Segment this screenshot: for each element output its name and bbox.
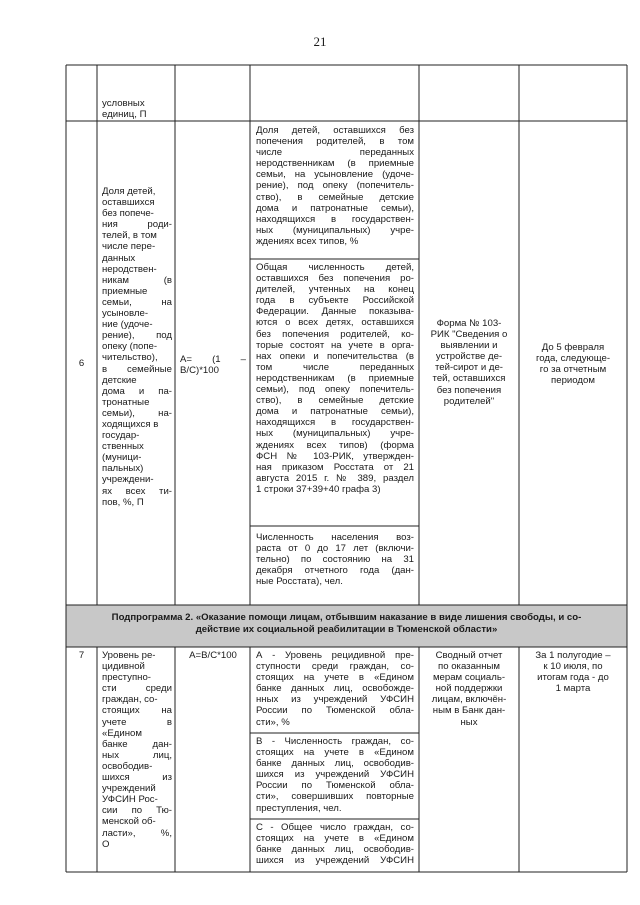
text-line: ство), в семейные детские	[256, 191, 414, 203]
row6-number: 6	[78, 358, 85, 369]
text-line: ные Росстата), чел.	[256, 576, 343, 588]
row6-component-b	[256, 262, 414, 495]
text-line: находящихся в государствен-	[256, 417, 414, 429]
text-line: шихся из учреждений УФСИН	[256, 769, 414, 781]
text-line: ния роди-	[102, 219, 172, 231]
text-line: стоящих на учете в «Едином	[256, 833, 414, 845]
text-line: устройстве де-	[435, 351, 503, 363]
text-line: без попечения	[436, 384, 502, 396]
text-line: го за отчетным	[539, 364, 607, 376]
text-line: том числе переданных	[256, 361, 414, 373]
text-line: ждениях всех типов, %	[256, 235, 359, 247]
text-line: раста от 0 до 17 лет (включи-	[256, 543, 414, 555]
text-line: преступно-	[102, 672, 151, 684]
text-line: До 5 февраля	[541, 342, 605, 353]
text-line: пальных)	[102, 463, 144, 475]
text-line: в семейные	[102, 363, 172, 375]
text-line: по оказанным	[438, 661, 500, 673]
text-line: освободив-	[102, 760, 153, 772]
text-line: числе переданных	[256, 147, 414, 159]
text-line: тельно) по состоянию на 31	[256, 554, 414, 566]
text-line: ных (муниципальных) учре-	[256, 224, 414, 236]
text-line: опеку (попе-	[102, 341, 158, 353]
text-line: В - Численность граждан, со-	[256, 736, 414, 747]
text-line: нных из учреждений УФСИН	[256, 694, 414, 706]
text-line: менской об-	[102, 816, 156, 828]
row6-component-c	[256, 532, 414, 587]
text-line: ФСН № 103-РИК, утвержден-	[256, 450, 414, 462]
text-line: УФСИН Рос-	[102, 794, 158, 806]
text-line: России по Тюменской обла-	[256, 705, 414, 717]
text-line: А - Уровень рецидивной пре-	[256, 650, 414, 661]
text-line: мерам социаль-	[432, 672, 506, 684]
text-line: семьи), под опеку попечитель-	[256, 384, 414, 396]
text-line: нах опеки и попечительства (в	[256, 350, 414, 362]
text-line: стоящих на учете в «Едином	[256, 747, 414, 759]
text-line: За 1 полугодие –	[535, 650, 611, 661]
text-line: цидивной	[102, 661, 145, 673]
text-line: ждениях всех типов) (форма	[256, 439, 414, 451]
text-line: неродственникам (в приемные	[256, 372, 414, 384]
text-line: Форма № 103-	[436, 318, 502, 329]
text-line: ным в Банк дан-	[432, 705, 506, 717]
row7-source	[422, 650, 516, 728]
row6-source	[422, 318, 516, 407]
text-line: семьи), на-	[102, 407, 172, 419]
page-number: 21	[313, 34, 327, 49]
text-line: шихся из	[102, 772, 172, 784]
text-line: данных	[102, 252, 136, 264]
text-line: декабря отчетного года (дан-	[256, 565, 414, 577]
text-line: неродственникам (в приемные	[256, 158, 414, 170]
text-line: сти», %	[256, 716, 290, 728]
row6-deadline	[521, 342, 625, 386]
text-line: периодом	[551, 375, 595, 387]
text-line: Федерации. Данные показыва-	[256, 306, 414, 318]
text-line: никам (в	[102, 274, 172, 286]
text-line: усыновле-	[102, 308, 149, 320]
text-line: ных (муниципальных) учре-	[256, 428, 414, 440]
text-line: В/С)*100	[180, 365, 219, 377]
text-line: августа 2015 г. № 389, раздел	[256, 472, 414, 484]
text-line: ственных	[102, 441, 144, 453]
text-line: Доля детей, оставшихся без	[256, 125, 414, 136]
text-line: дителей, учтенных на конец	[256, 284, 414, 296]
text-line: Численность населения воз-	[256, 532, 414, 543]
text-line: А=В/С*100	[189, 650, 237, 661]
text-line: России по Тюменской обла-	[256, 780, 414, 792]
row7-number: 7	[78, 650, 85, 661]
row6-component-a	[256, 125, 414, 247]
row6-formula	[180, 354, 246, 376]
text-line: пов, %, П	[102, 496, 144, 508]
text-line: учете в	[102, 716, 172, 728]
text-line: сии по Тю-	[102, 805, 172, 817]
text-line: Сводный отчет	[435, 650, 503, 661]
text-line: С - Общее число граждан, со-	[256, 822, 414, 833]
text-line: выявлении и	[440, 340, 498, 352]
text-line: стоящих на	[102, 705, 172, 717]
text-line: к 10 июля, по	[543, 661, 603, 673]
text-line: неродствен-	[102, 263, 157, 275]
text-line: дома и патронатные семьи),	[256, 202, 414, 214]
text-line: стоящих на учете в «Едином	[256, 672, 414, 684]
text-line: родителей"	[443, 395, 495, 407]
text-line: попечения родителей, в том	[256, 136, 414, 148]
text-line: дома и патронатные семьи),	[256, 406, 414, 418]
text-line: года в субъекте Российской	[256, 295, 414, 307]
text-line: ются о всех детях, оставшихся	[256, 317, 414, 329]
text-line: О	[102, 838, 110, 850]
text-line: приемные	[102, 285, 148, 297]
text-line: 1 марта	[555, 683, 591, 695]
text-line: ях всех ти-	[102, 485, 172, 497]
text-line: находящихся в государствен-	[256, 213, 414, 225]
text-line: тей, оставшихся	[432, 373, 506, 385]
top-row-indicator-tail	[102, 98, 172, 120]
text-line: РИК "Сведения о	[430, 329, 508, 341]
text-line: ных	[460, 716, 478, 728]
text-line: ных лиц,	[102, 749, 172, 761]
text-line: торые состоят на учете в орга-	[256, 339, 414, 351]
text-line: без попече-	[102, 208, 154, 220]
text-line: сти среди	[102, 683, 172, 695]
text-line: банке данных лиц, освобожде-	[256, 683, 414, 695]
text-line: оставшихся	[102, 197, 155, 209]
text-line: ступности среди граждан, со-	[256, 661, 414, 673]
text-line: оставшихся без попечения ро-	[256, 273, 414, 285]
text-line: учреждени-	[102, 474, 154, 486]
text-line: рение), под	[102, 330, 172, 342]
text-line: дома и па-	[102, 385, 172, 397]
text-line: Доля детей,	[102, 186, 156, 197]
text-line: действие их социальной реабилитации в Тюменской области»	[195, 624, 498, 635]
text-line: учреждений	[102, 783, 156, 795]
text-line: «Едином	[102, 727, 142, 739]
text-line: Общая численность детей,	[256, 262, 414, 273]
row7-indicator	[102, 650, 172, 850]
text-line: чительство),	[102, 352, 158, 364]
text-line: числе пере-	[102, 241, 156, 253]
text-line: граждан, со-	[102, 694, 158, 706]
row7-formula	[178, 650, 248, 661]
text-line: банке данных лиц, освободив-	[256, 758, 414, 770]
text-line: ласти», %,	[102, 827, 172, 839]
text-line: банке данных лиц, освободив-	[256, 844, 414, 856]
text-line: рение), под опеку (попечитель-	[256, 180, 414, 192]
text-line: банке дан-	[102, 738, 172, 750]
text-line: единиц, П	[102, 109, 147, 121]
text-line: семьи, на усыновление (удоче-	[256, 169, 414, 181]
text-line: тронатные	[102, 396, 150, 408]
text-line: ной поддержки	[435, 683, 503, 695]
text-line: шихся из учреждений УФСИН	[256, 855, 414, 867]
text-line: государ-	[102, 430, 140, 442]
text-line: ходящихся в	[102, 418, 159, 430]
row7-deadline	[521, 650, 625, 694]
text-line: семьи, на	[102, 296, 172, 308]
text-line: детские	[102, 374, 137, 386]
text-line: года, следующе-	[535, 353, 611, 365]
text-line: итогам года - до	[537, 672, 609, 684]
row7-component-c	[256, 822, 414, 866]
text-line: телей, в том	[102, 230, 157, 242]
text-line: лицам, включён-	[431, 694, 507, 706]
text-line: условных	[102, 98, 145, 109]
text-line: Уровень ре-	[102, 650, 156, 661]
row6-indicator	[102, 186, 172, 508]
text-line: 1 строки 37+39+40 графа 3)	[256, 483, 381, 495]
text-line: (муници-	[102, 452, 142, 464]
text-line: без попечения родителей, ко-	[256, 328, 414, 340]
text-line: сти», совершивших повторные	[256, 791, 414, 803]
row7-component-b	[256, 736, 414, 814]
text-line: ная приказом Росстата от 21	[256, 461, 414, 473]
row7-component-a	[256, 650, 414, 728]
subprogram-heading	[66, 612, 627, 636]
text-line: ство), в семейные детские	[256, 395, 414, 407]
text-line: тей-сирот и де-	[434, 362, 503, 374]
text-line: Подпрограмма 2. «Оказание помощи лицам, отбывшим наказание в виде лишения свободы, и со-	[111, 612, 582, 623]
text-line: ние (удоче-	[102, 319, 153, 331]
text-line: А= (1 –	[180, 354, 246, 365]
text-line: преступления, чел.	[256, 802, 342, 814]
